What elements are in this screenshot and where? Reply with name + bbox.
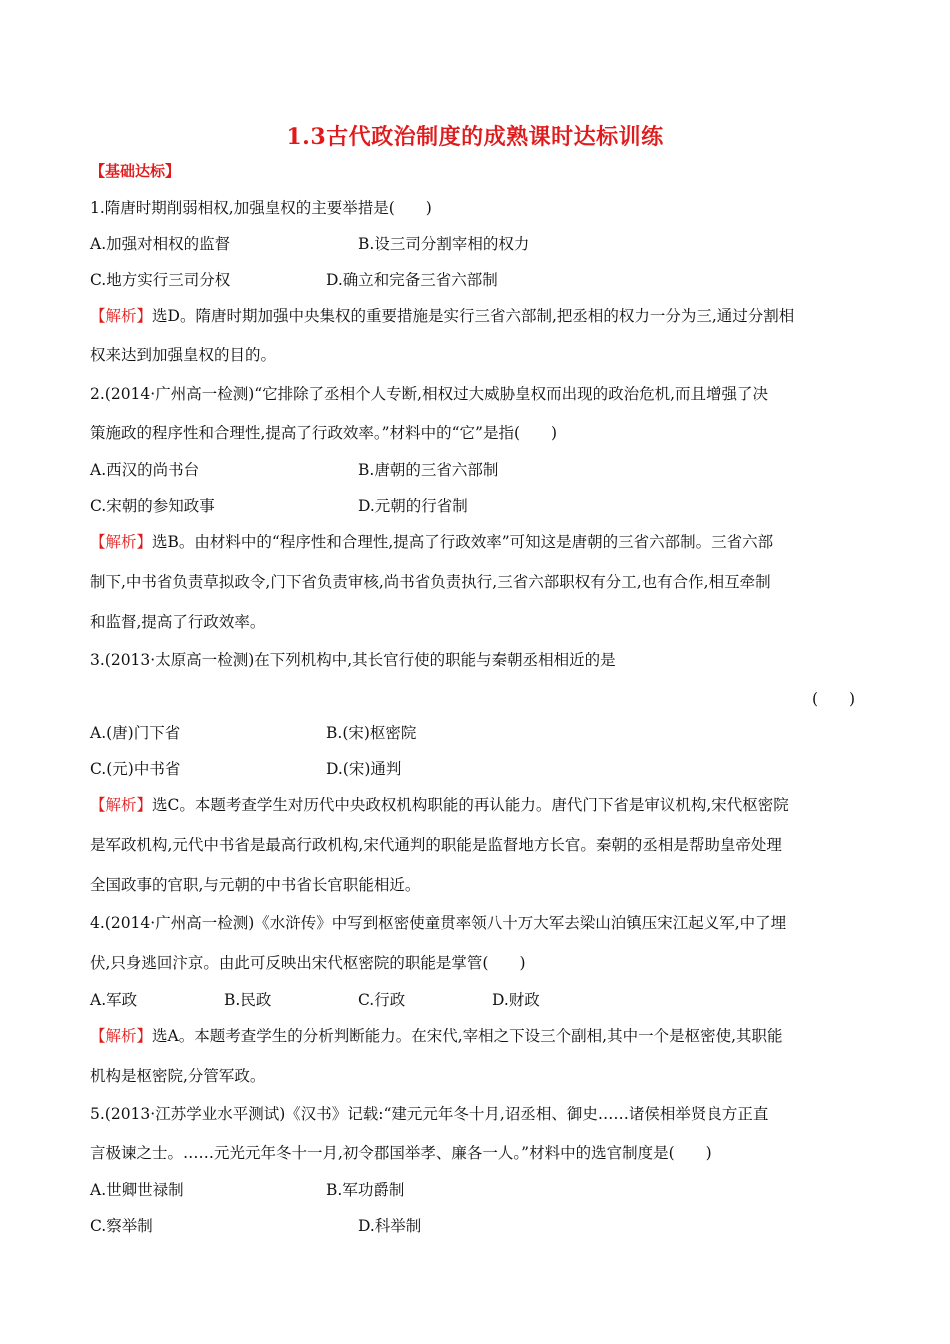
q1-analysis-line-2: 权来达到加强皇权的目的。 <box>90 346 277 364</box>
q2-option-b: B.唐朝的三省六部制 <box>358 461 499 479</box>
q4-option-a: A.军政 <box>90 991 138 1009</box>
q1-option-a: A.加强对相权的监督 <box>90 235 231 253</box>
analysis-tag: 【解析】 <box>90 307 153 325</box>
q3-analysis-line-1 <box>90 795 789 815</box>
q3-option-d: D.(宋)通判 <box>326 760 402 778</box>
question-4-stem-1: 4.(2014·广州高一检测)《水浒传》中写到枢密使童贯率领八十万大军去梁山泊镇压宋江起义军,中了埋 <box>90 914 787 932</box>
q1-analysis-line-1 <box>90 306 794 326</box>
q3-option-a: A.(唐)门下省 <box>90 724 181 742</box>
analysis-tag: 【解析】 <box>90 1027 153 1045</box>
q4-analysis-line-2: 机构是枢密院,分管军政。 <box>90 1067 266 1085</box>
q4-option-b: B.民政 <box>224 991 272 1009</box>
question-2-stem-2: 策施政的程序性和合理性,提高了行政效率。”材料中的“它”是指( ) <box>90 424 558 442</box>
q2-option-c: C.宋朝的参知政事 <box>90 497 215 515</box>
question-5-stem-1: 5.(2013·江苏学业水平测试)《汉书》记载:“建元元年冬十月,诏丞相、御史……诸侯相举贤良方正直 <box>90 1105 769 1123</box>
q2-option-d: D.元朝的行省制 <box>358 497 468 515</box>
question-1-stem: 1.隋唐时期削弱相权,加强皇权的主要举措是( ) <box>90 199 432 217</box>
q2-analysis-line-1 <box>90 532 773 552</box>
section-heading: 【基础达标】 <box>90 162 181 180</box>
q1-option-d: D.确立和完备三省六部制 <box>326 271 498 289</box>
question-5-stem-2: 言极谏之士。……元光元年冬十一月,初令郡国举孝、廉各一人。”材料中的选官制度是( ) <box>90 1144 712 1162</box>
q5-option-b: B.军功爵制 <box>326 1181 405 1199</box>
q3-answer-paren: ( ) <box>812 690 856 708</box>
q1-analysis-text-1: 选D。隋唐时期加强中央集权的重要措施是实行三省六部制,把丞相的权力一分为三,通过分割相 <box>152 307 795 325</box>
q2-analysis-line-2: 制下,中书省负责草拟政令,门下省负责审核,尚书省负责执行,三省六部职权有分工,也有合作,相互牵制 <box>90 573 771 591</box>
q2-analysis-line-3: 和监督,提高了行政效率。 <box>90 613 266 631</box>
q1-option-c: C.地方实行三司分权 <box>90 271 231 289</box>
question-2-stem-1: 2.(2014·广州高一检测)“它排除了丞相个人专断,相权过大威胁皇权而出现的政治危机,而且增强了决 <box>90 385 769 403</box>
q2-option-a: A.西汉的尚书台 <box>90 461 200 479</box>
q5-option-a: A.世卿世禄制 <box>90 1181 184 1199</box>
q4-option-c: C.行政 <box>358 991 406 1009</box>
question-3-stem: 3.(2013·太原高一检测)在下列机构中,其长官行使的职能与秦朝丞相相近的是 <box>90 651 616 669</box>
q4-analysis-text-1: 选A。本题考查学生的分析判断能力。在宋代,宰相之下设三个副相,其中一个是枢密使,其职能 <box>152 1027 783 1045</box>
question-4-stem-2: 伏,只身逃回汴京。由此可反映出宋代枢密院的职能是掌管( ) <box>90 954 526 972</box>
analysis-tag: 【解析】 <box>90 796 153 814</box>
q4-option-d: D.财政 <box>492 991 540 1009</box>
q3-analysis-text-1: 选C。本题考查学生对历代中央政权机构职能的再认能力。唐代门下省是审议机构,宋代枢密院 <box>152 796 789 814</box>
q3-analysis-line-3: 全国政事的官职,与元朝的中书省长官职能相近。 <box>90 876 421 894</box>
q3-option-c: C.(元)中书省 <box>90 760 181 778</box>
q3-option-b: B.(宋)枢密院 <box>326 724 417 742</box>
q4-analysis-line-1 <box>90 1026 783 1046</box>
q3-analysis-line-2: 是军政机构,元代中书省是最高行政机构,宋代通判的职能是监督地方长官。秦朝的丞相是帮助皇帝处理 <box>90 836 782 854</box>
q1-option-b: B.设三司分割宰相的权力 <box>358 235 530 253</box>
analysis-tag: 【解析】 <box>90 533 153 551</box>
q2-analysis-text-1: 选B。由材料中的“程序性和合理性,提高了行政效率”可知这是唐朝的三省六部制。三省六部 <box>152 533 774 551</box>
page-title: 1.3古代政治制度的成熟课时达标训练 <box>286 124 664 150</box>
q5-option-d: D.科举制 <box>358 1217 422 1235</box>
q5-option-c: C.察举制 <box>90 1217 153 1235</box>
